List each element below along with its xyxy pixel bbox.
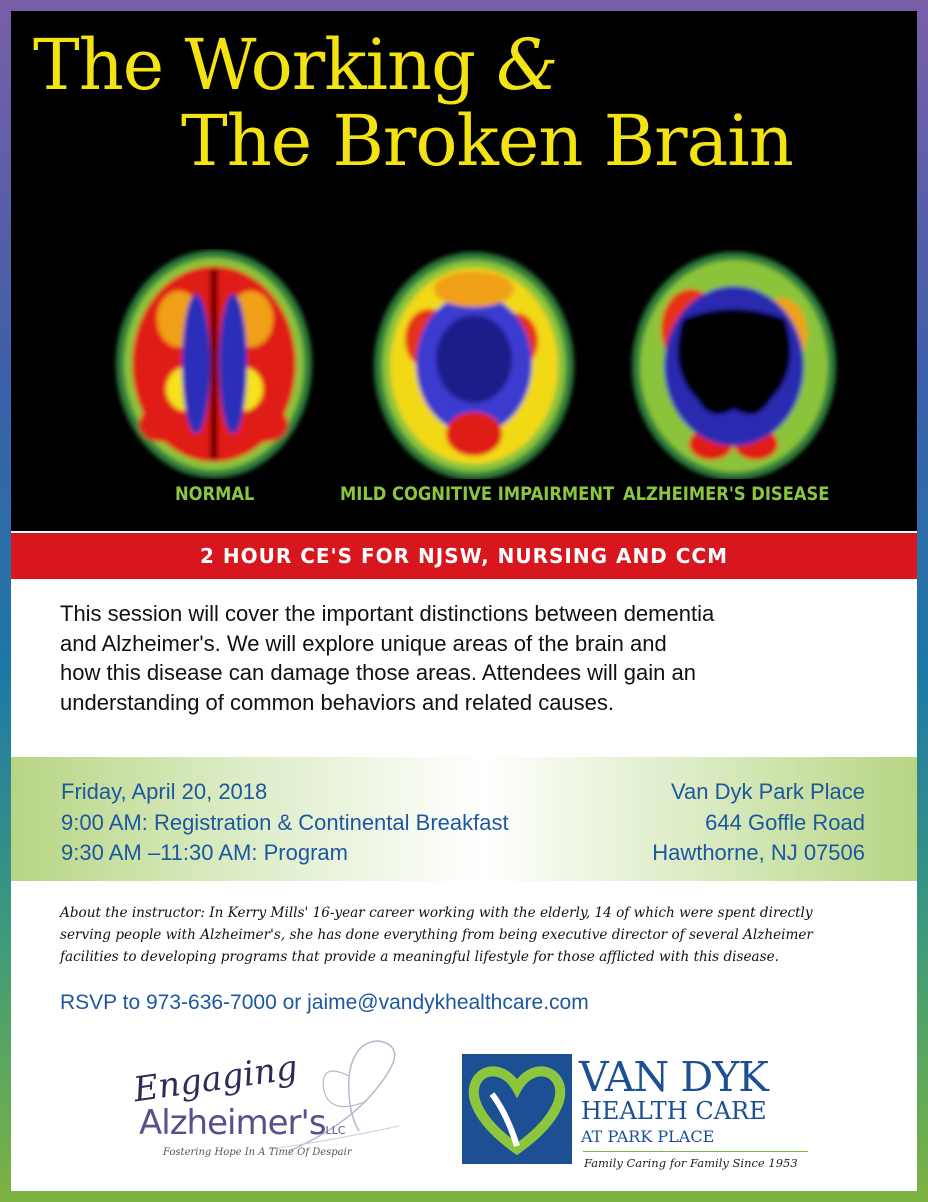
event-program: 9:30 AM –11:30 AM: Program xyxy=(61,840,348,865)
alzheimers-wordmark: Alzheimer's xyxy=(139,1103,326,1143)
title-ampersand: & xyxy=(496,24,558,106)
llc-suffix: LLC xyxy=(325,1124,346,1137)
brain-scan-normal xyxy=(116,250,312,478)
venue-street: 644 Goffle Road xyxy=(705,809,865,835)
brain-scan-alzheimers xyxy=(632,252,836,479)
caption-mci: MILD COGNITIVE IMPAIRMENT xyxy=(340,483,615,505)
caption-normal: NORMAL xyxy=(175,483,255,505)
vandyk-park-place: AT PARK PLACE xyxy=(581,1127,715,1146)
vandyk-wordmark: VAN DYK xyxy=(579,1053,768,1101)
rsvp-contact[interactable]: RSVP to 973-636-7000 or jaime@vandykhealthcare.com xyxy=(60,991,589,1014)
hero-section xyxy=(11,11,917,531)
engaging-alzheimers-logo xyxy=(119,1031,429,1176)
description-line: This session will cover the important distinctions between dementia xyxy=(60,601,715,626)
event-details xyxy=(11,757,917,881)
divider xyxy=(583,1151,808,1152)
bio-line: serving people with Alzheimer's, she has done everything from being executive director of several Alzheimer xyxy=(60,927,813,943)
session-description xyxy=(60,599,890,717)
event-schedule xyxy=(61,777,509,869)
description-line: and Alzheimer's. We will explore unique areas of the brain and xyxy=(60,630,667,656)
event-registration: 9:00 AM: Registration & Continental Breakfast xyxy=(61,809,509,835)
vandyk-tagline: Family Caring for Family Since 1953 xyxy=(584,1156,798,1170)
instructor-bio xyxy=(60,902,880,968)
venue-city: Hawthorne, NJ 07506 xyxy=(652,840,865,865)
engaging-tagline: Fostering Hope In A Time Of Despair xyxy=(163,1147,352,1158)
flyer xyxy=(11,11,917,1191)
vandyk-health-care: HEALTH CARE xyxy=(581,1097,767,1125)
event-date: Friday, April 20, 2018 xyxy=(61,779,268,804)
bio-line: About the instructor: In Kerry Mills' 16-year career working with the elderly, 14 of which were spent directly xyxy=(60,905,813,921)
brain-scan-images xyxy=(11,249,917,479)
flyer-title xyxy=(33,24,903,182)
title-line-2: The Broken Brain xyxy=(181,100,793,182)
bio-line: facilities to developing programs that provide a meaningful lifestyle for those afflicted with this disease. xyxy=(60,949,779,965)
engaging-wordmark: Engaging xyxy=(131,1047,301,1111)
description-line: understanding of common behaviors and related causes. xyxy=(60,689,615,715)
venue-name: Van Dyk Park Place xyxy=(670,779,865,804)
vandyk-heart-icon xyxy=(462,1054,572,1164)
description-line: how this disease can damage those areas. Attendees will gain an xyxy=(60,660,696,685)
ce-credits-banner: 2 HOUR CE'S FOR NJSW, NURSING AND CCM xyxy=(11,533,917,579)
caption-alzheimers: ALZHEIMER'S DISEASE xyxy=(623,483,830,505)
brain-scan-mci xyxy=(374,252,574,479)
event-location xyxy=(652,777,865,869)
title-line-1: The Working xyxy=(33,24,475,106)
